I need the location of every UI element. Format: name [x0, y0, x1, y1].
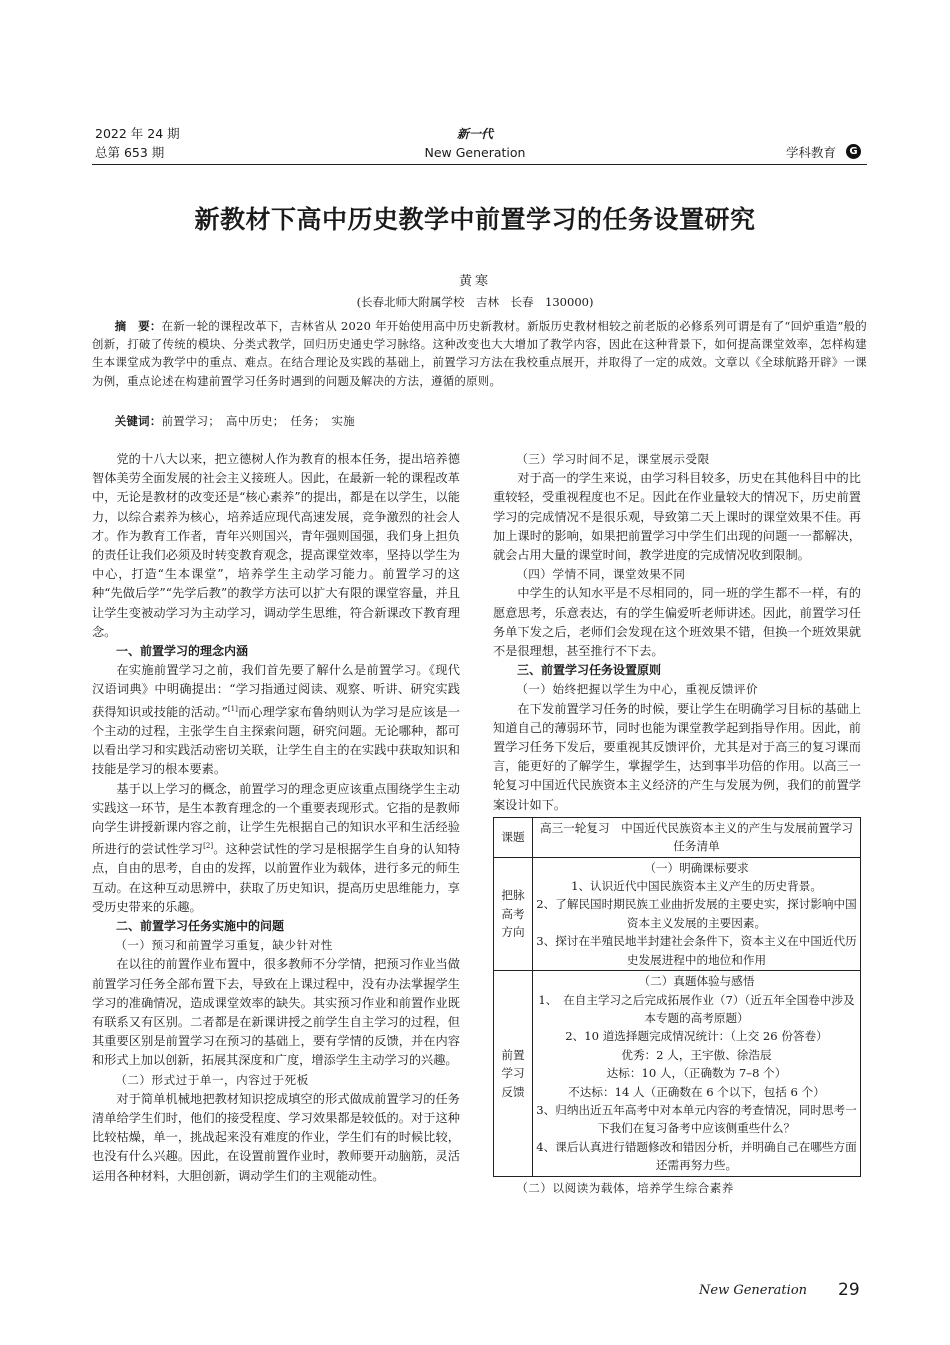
table-cell: [533, 971, 861, 1176]
table-cell: [533, 857, 861, 970]
article-title: 新教材下高中历史教学中前置学习的任务设置研究: [194, 205, 756, 234]
list-item: 2、了解民国时期民族工业曲折发展的主要史实，探讨影响中国资本主义发展的主要因素。: [536, 897, 857, 930]
subsection-heading: （二）形式过于单一，内容过于死板: [115, 1072, 309, 1087]
page-number: 29: [838, 1280, 860, 1300]
keywords-label: 关键词：: [114, 414, 162, 428]
list-item: 4、课后认真进行错题修改和错因分析，并明确自己在哪些方面还需再努力些。: [536, 1139, 857, 1173]
paragraph: 中学生的认知水平是不尽相同的，同一班的学生都不一样，有的愿意思考，乐意表达，有的学生偏爱听老师讲述。因此，前置学习任务单下发之后，老师们会发现在这个班效果不错，但换一个班效果就不是很理想，甚至推行不下去。: [493, 586, 861, 659]
subsection-heading: （一）预习和前置学习重复，缺少针对性: [115, 938, 333, 953]
section-badge-icon: G: [846, 144, 861, 159]
author: 黄寒: [458, 274, 491, 289]
table-subheading: （一）明确课标要求: [644, 860, 749, 875]
keywords-text: 前置学习； 高中历史； 任务； 实施: [161, 414, 355, 428]
table-subheading: （二）真题体验与感悟: [638, 974, 755, 989]
subsection-heading: （二）以阅读为载体，培养学生综合素养: [516, 1180, 734, 1195]
paragraph: 在以往的前置作业布置中，很多教师不分学情，把预习作业当做前置学习任务全部布置下去，导致在上课过程中，没有办法掌握学生学习的准确情况，造成课堂效率的缺失。其实预习作业和前置作业既有联系又有区别。二者都是在新课讲授之前学生自主学习的过程，但其重要区别是前置学习在预习的基础上，要有学情的反馈，并在内容和形式上加以创新，拓展其深度和广度，增添学生主动学习的兴趣。: [92, 957, 460, 1068]
keywords: [92, 412, 867, 430]
table-row: [494, 971, 861, 1176]
paragraph: 在下发前置学习任务的时候，要让学生在明确学习目标的基础上知道自己的薄弱环节，同时也能为课堂教学起到指导作用。因此，前置学习任务下发后，要重视其反馈评价，尤其是对于高三的复习课而言，能更好的了解学生，掌握学生，达到事半功倍的作用。以高三一轮复习中国近代民族资本主义经济的产生与发展为例，我们的前置学案设计如下。: [493, 701, 861, 812]
abstract: [92, 317, 867, 390]
list-item: 2、10 道选择题完成情况统计：（上交 26 份答卷）: [565, 1029, 828, 1044]
section-heading: 二、前置学习任务实施中的问题: [116, 919, 285, 933]
paragraph-text: 在实施前置学习之前，我们首先要了解什么是前置学习。《现代汉语词典》中明确提出：“学习指通过阅读、观察、听讲、研究实践获得知识或技能的活动。”: [92, 663, 460, 719]
list-item: 达标：10 人，（正确数为 7–8 个）: [606, 1066, 787, 1081]
footer-journal: New Generation: [699, 1283, 808, 1298]
subsection-heading: （三）学习时间不足，课堂展示受限: [516, 452, 710, 466]
header-rule: [92, 164, 867, 165]
table-row-label: 前置学习反馈: [494, 971, 533, 1176]
right-column: [493, 450, 861, 1198]
issue-total: 总第 653 期: [95, 145, 165, 160]
subsection-heading: （一）始终把握以学生为中心，重视反馈评价: [516, 682, 759, 697]
journal-cn: 新一代: [456, 127, 493, 141]
list-item: 1、 在自主学习之后完成拓展作业（7）（近五年全国卷中涉及本专题的高考原题）: [538, 992, 855, 1025]
issue-year: 2022 年 24 期: [95, 126, 180, 141]
section-heading: 一、前置学习的理念内涵: [116, 644, 249, 659]
list-item: 优秀：2 人，王宇傲、徐浩辰: [621, 1047, 772, 1062]
section-label: 学科教育: [786, 145, 837, 160]
list-item: 3、归纳出近五年高考中对本单元内容的考查情况，同时思考一下我们在复习备考中应该侧重些什么？: [536, 1102, 857, 1136]
paragraph-text: 。这种尝试性的学习是根据学生自身的认知特点，自由的思考，自由的发挥，以前置作业为载体，进行多元的师生互动。在这种互动思辨中，获取了历史知识，提高历史思维能力，享受历史带来的乐趣。: [92, 842, 461, 914]
journal-en: New Generation: [424, 145, 526, 160]
left-column: [92, 450, 460, 1186]
citation: [1]: [227, 704, 238, 713]
paragraph: 对于高一的学生来说，由学习科目较多，历史在其他科目中的比重较轻，受重视程度也不足。因此在作业量较大的情况下，历史前置学习的完成情况不是很乐观，导致第二天上课时的课堂效果不佳。再加上课时的影响，如果把前置学习中学生们出现的问题一一都解决，就会占用大量的课堂时间，教学进度的完成情况收到限制。: [493, 471, 861, 563]
citation: [2]: [203, 842, 214, 851]
list-item: 1、认识近代中国民族资本主义产生的历史背景。: [571, 879, 822, 894]
paragraph-text: 而心理学家布鲁纳则认为学习是应该是一个主动的过程，主张学生自主探索问题，研究问题。无论哪种，都可以看出学习和实践活动密切关联，让学生自主的在实践中获取知识和技能是学习的根本要素。: [92, 704, 460, 777]
paragraph-text: 基于以上学习的概念，前置学习的理念更应该重点围绕学生主动实践这一环节，是生本教育理念的一个重要表现形式。它指的是教师向学生讲授新课内容之前，让学生先根据自己的知识水平和生活经验所进行的尝试性学习: [92, 781, 460, 857]
plan-table: [493, 817, 861, 1177]
table-row: [494, 817, 861, 857]
table-row-label: 把脉高考方向: [494, 857, 533, 970]
section-heading: 三、前置学习任务设置原则: [517, 663, 662, 678]
table-row-label: 课题: [494, 817, 533, 857]
table-row: [494, 857, 861, 970]
subsection-heading: （四）学情不同，课堂效果不同: [516, 567, 686, 582]
paragraph: 对于简单机械地把教材知识挖成填空的形式做成前置学习的任务清单给学生们时，他们的接受程度、学习效果都是较低的。对于这种比较枯燥，单一，挑战起来没有难度的作业，学生们有的时候比较，也没有什么兴趣。因此，在设置前置作业时，教师要开动脑筋，灵活运用各种材料，大胆创新，调动学生们的主观能动性。: [92, 1091, 460, 1183]
paragraph: [92, 661, 460, 779]
abstract-text: 在新一轮的课程改革下，吉林省从 2020 年开始使用高中历史新教材。新版历史教材相较之前老版的必修系列可谓是有了“回炉重造”般的创新，打破了传统的模块、分类式教学，回归历史通史学习脉络。这种改变也大大增加了教学内容，因此在这种背景下，如何提高课堂效率，怎样构建生本课堂成为教学中的重点、难点。在结合理论及实践的基础上，前置学习方法在我校重点展开，并取得了一定的成效。文章以《全球航路开辟》一课为例，重点论述在构建前置学习任务时遇到的问题及解决的方法，遵循的原则。: [92, 319, 867, 388]
table-cell: 高三一轮复习 中国近代民族资本主义的产生与发展前置学习任务清单: [533, 817, 861, 857]
list-item: 3、探讨在半殖民地半封建社会条件下，资本主义在中国近代历史发展进程中的地位和作用: [536, 934, 857, 967]
paragraph: 党的十八大以来，把立德树人作为教育的根本任务，提出培养德智体美劳全面发展的社会主义接班人。因此，在最新一轮的课程改革中，无论是教材的改变还是“核心素养”的提出，都是在以学生，以能力，以综合素养为核心，培养适应现代高速发展，竞争激烈的社会人才。作为教育工作者，青年兴则国兴，青年强则国强，我们身上担负的责任让我们必须及时转变教育观念，提高课堂效率，坚持以学生为中心，打造“生本课堂”，培养学生主动学习能力。前置学习的这种“先做后学”“先学后教”的教学方法可以扩大有限的课堂容量，并且让学生变被动学习为主动学习，调动学生思维，符合新课改下教育理念。: [92, 452, 460, 639]
abstract-label: 摘 要：: [114, 319, 162, 333]
list-item: 不达标：14 人（正确数在 6 个以下，包括 6 个）: [568, 1084, 825, 1099]
affiliation: (长春北师大附属学校 吉林 长春 130000): [356, 295, 594, 309]
paragraph: [92, 780, 460, 917]
